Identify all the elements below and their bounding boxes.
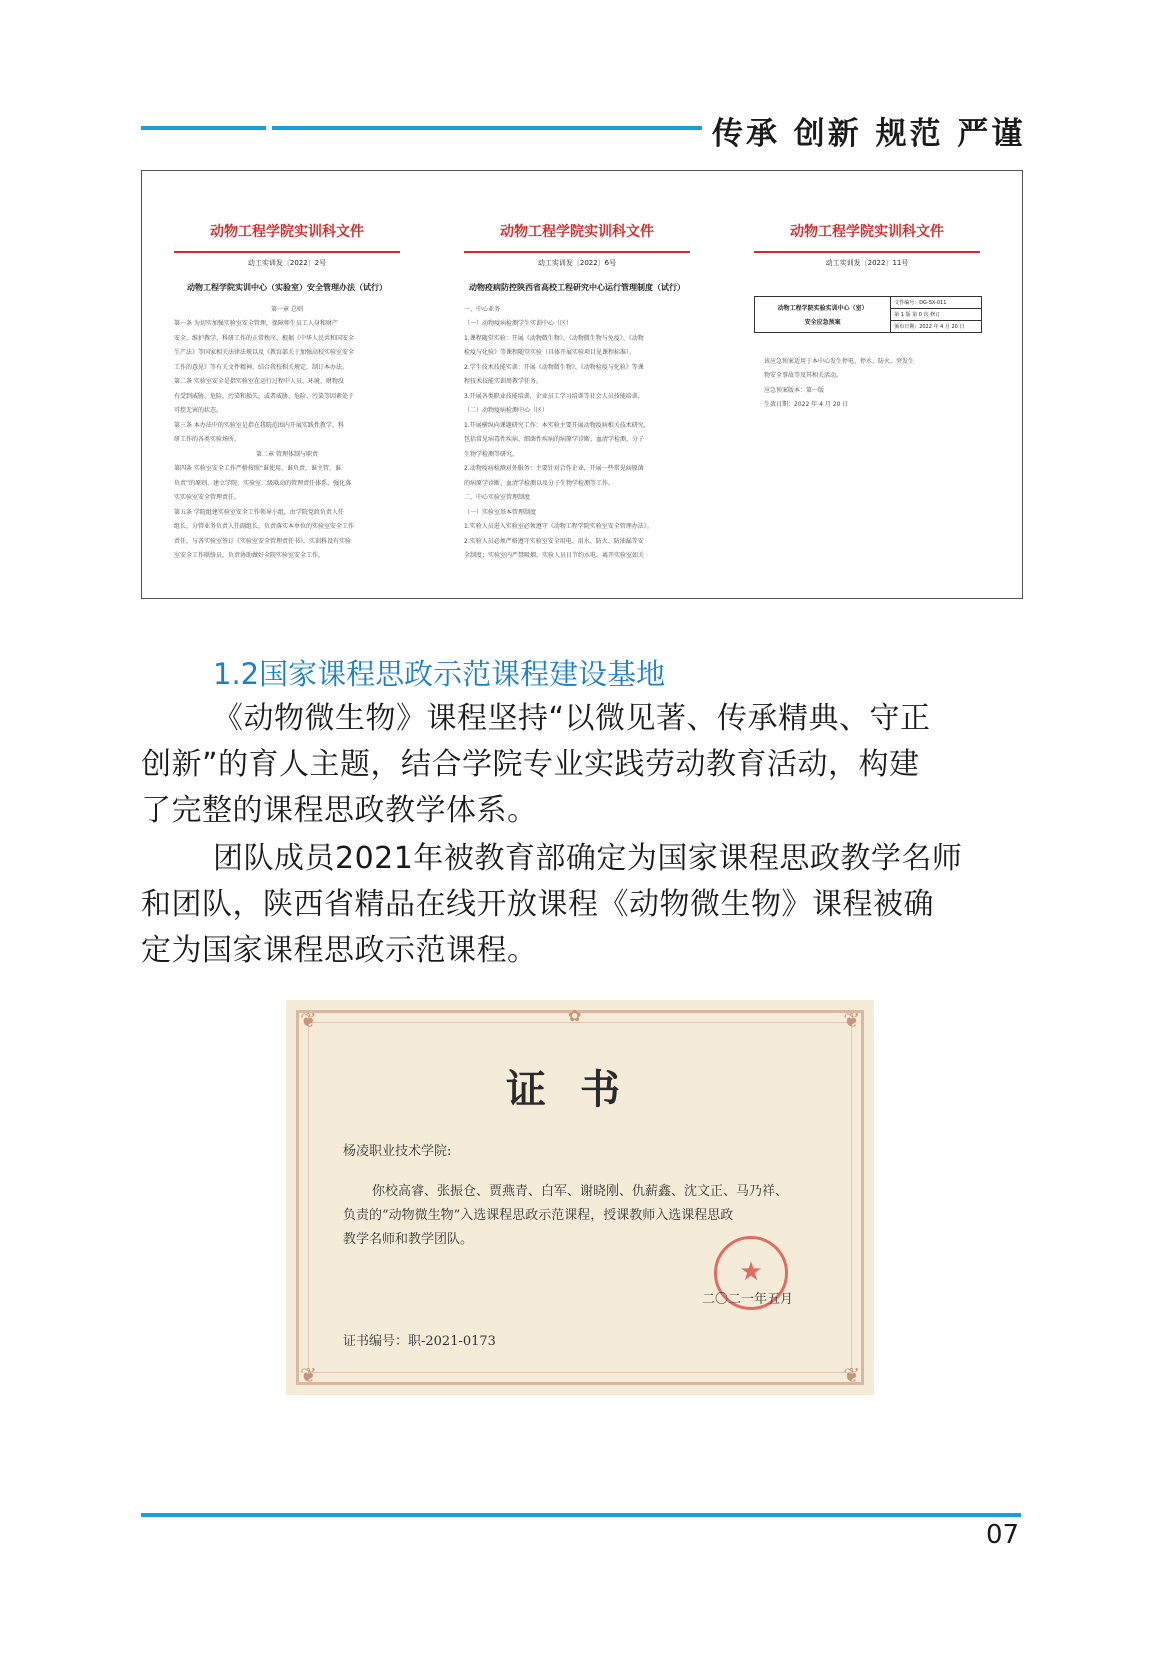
document-1-line: 第一条 为切实加强实验室安全管理，保障师生员工人身和财产	[174, 320, 338, 327]
document-3-table-cell: 第 1 版 第 0 次 修订	[891, 308, 982, 320]
document-1-line: 有受到威胁、危险、污染和损失，或者威胁、危险、污染等因素处于	[174, 392, 355, 400]
document-2-number: 动工实训发〔2022〕6号	[537, 258, 617, 267]
paragraph-1-line: 《动物微生物》课程坚持“以微见著、传承精典、守正	[213, 701, 931, 736]
document-2-line: 二、中心实验室管理制度	[464, 494, 531, 501]
certificate-number: 证书编号：职-2021-0173	[343, 1334, 496, 1349]
document-2-line: 3.开展各类职业技能培训，企业员工学习培训等社会人员技能培训。	[464, 392, 644, 400]
document-2-line: （一）实验室基本管理制度	[464, 508, 537, 516]
header-title: 传承 创新 规范 严谨	[712, 116, 1026, 152]
document-3-head: 动物工程学院实训科文件	[790, 224, 944, 240]
document-1-line: 第三条 本办法中的实验室是指在我院范围内开展实践性教学、科	[174, 421, 344, 429]
header-rule-right	[272, 126, 702, 130]
certificate-body-line: 你校高睿、张振仓、贾燕青、白军、谢晓刚、仇薪鑫、沈文正、马乃祥、	[372, 1184, 789, 1199]
document-1-head: 动物工程学院实训科文件	[210, 224, 364, 240]
document-3-number: 动工实训发〔2022〕11号	[825, 258, 909, 267]
document-1-line: 组长，分管业务负责人任副组长，负责落实本单位的实验室安全工作	[174, 523, 355, 530]
paragraph-1-line: 了完整的课程思政教学体系。	[141, 793, 538, 828]
document-2-head: 动物工程学院实训科文件	[500, 224, 654, 240]
document-3-info-table	[754, 296, 982, 333]
certificate-title: 证书	[506, 1066, 654, 1113]
page-number: 07	[986, 1520, 1020, 1550]
document-2-line: 生物学检测等研究。	[464, 450, 519, 458]
document-1-line: 第四条 实验室安全工作严格按照“谁使用、谁负责，谁主管、谁	[174, 465, 342, 472]
document-1-line: 第五条 学院组建实验室安全工作领导小组，由学院党政负责人任	[174, 508, 344, 516]
document-2-line: 检疫与化验》等课程随堂实验（具体开展实验项目见课程标准）。	[464, 349, 636, 356]
document-3-line: 生效日期：2022 年 4 月 20 日	[764, 401, 849, 408]
document-3-rule	[754, 251, 980, 253]
certificate-body-line: 负责的“动物微生物”入选课程思政示范课程，授课教师入选课程思政	[343, 1208, 734, 1223]
document-2-line: 的病原学诊断、血清学检测以及分子生物学检测等工作。	[464, 479, 615, 487]
document-2-line: 1.实验人员进入实验室必须遵守《动物工程学院实验室安全管理办法》。	[464, 523, 653, 530]
ornament-icon: ❦	[843, 1363, 860, 1387]
document-2-line: 包括常见病毒性疾病、细菌性疾病的病原学诊断、血清学检测、分子	[464, 436, 645, 443]
ornament-icon: ❦	[300, 1363, 317, 1387]
document-1-line: 实实验室安全管理责任。	[174, 494, 241, 501]
ornament-icon: ❦	[300, 1008, 317, 1032]
document-3-line: 物安全事故等及其相关活动。	[764, 372, 843, 379]
document-3-line: 应急预案版本：第一版	[764, 386, 825, 394]
ornament-icon: ❦	[843, 1008, 860, 1032]
section-heading: 1.2国家课程思政示范课程建设基地	[213, 657, 666, 691]
certificate-date: 二〇二一年五月	[702, 1292, 794, 1307]
document-1-line: 第二章 管理体制与职责	[256, 450, 318, 458]
document-1	[174, 221, 400, 564]
paragraph-1-line: 创新”的育人主题，结合学院专业实践劳动教育活动，构建	[141, 747, 920, 782]
paragraph-2-line: 定为国家课程思政示范课程。	[141, 933, 538, 968]
document-1-body	[174, 303, 400, 564]
document-1-line: 研工作的各类实验场所。	[174, 436, 241, 443]
footer-rule	[141, 1513, 1021, 1517]
paragraph-1	[141, 696, 1021, 834]
document-1-rule	[174, 251, 400, 253]
document-3-table-title-line: 安全应急预案	[804, 318, 841, 326]
document-2-line: 全制度；实验室内严禁吸烟，实验人员日节约水电，离开实验室如关	[464, 552, 645, 559]
document-2-line: 1.课程随堂实验：开展《动物微生物》、《动物微生物与免疫》、《动物	[464, 334, 644, 342]
certificate-addressee: 杨凌职业技术学院:	[343, 1144, 452, 1159]
document-3-line: 该应急预案适用于本中心发生停电、停水、防火、突发生	[764, 357, 915, 365]
document-2-rule	[464, 251, 690, 253]
paragraph-2-line: 和团队，陕西省精品在线开放课程《动物微生物》课程被确	[141, 887, 934, 922]
document-2-line: 一、中心业务	[464, 305, 501, 313]
document-1-line: 生产法》等国家相关法律法规以及《教育部关于加强高校实验室安全	[174, 349, 355, 356]
document-2-line: 2.实验人员必须严格遵守实验室安全用电、用水、防火、防油漏等安	[464, 537, 644, 545]
ornament-icon: ✿	[568, 1006, 582, 1025]
header-rule-left	[141, 126, 266, 130]
paragraph-2-line: 团队成员2021年被教育部确定为国家课程思政教学名师	[213, 841, 963, 876]
document-1-line: 负责”的原则，建立学院、实验室二级联动的管理责任体系，强化落	[174, 479, 352, 487]
document-3-table-title-line: 动物工程学院实验实训中心（室）	[777, 304, 868, 312]
document-2-line: （二）动物疫病检测中心（区）	[464, 407, 549, 414]
document-1-title: 动物工程学院实训中心（实验室）安全管理办法（试行）	[187, 282, 387, 292]
paragraph-2	[141, 836, 1021, 974]
document-3-table-title	[755, 296, 891, 332]
document-scans-panel	[141, 170, 1023, 599]
document-1-line: 第一章 总则	[271, 305, 303, 313]
certificate-image	[286, 1000, 874, 1395]
document-1-line: 安全，维护教学、科研工作的正常秩序，根据《中华人民共和国安全	[174, 334, 355, 342]
document-2	[464, 221, 690, 564]
document-2-body	[464, 303, 690, 564]
document-1-number: 动工实训发〔2022〕2号	[247, 258, 327, 267]
document-3-table-cell: 颁布日期：2022 年 4 月 20 日	[891, 320, 982, 332]
document-2-title: 动物疫病防控陕西省高校工程研究中心运行管理制度（试行）	[469, 282, 685, 292]
document-1-line: 第二条 实验室安全是指实验室在运行过程中人员、环境、财物没	[174, 378, 344, 385]
document-1-line: 可控无害的状态。	[174, 407, 223, 414]
document-2-line: 程技术技能实训周教学任务。	[464, 378, 543, 385]
document-3	[754, 221, 980, 413]
document-2-line: （一）动物疫病检测学生实训中心（区）	[464, 320, 573, 327]
seal-stamp-icon: ★	[714, 1236, 788, 1310]
document-1-line: 室安全工作联络员，负责协助做好全院实验室安全工作。	[174, 552, 325, 559]
document-2-line: 1.开展横纵向课题研究工作：本实验主要开展动物疫病相关技术研究，	[464, 421, 650, 429]
document-1-line: 责任，与各实验室签订《实验室安全管理责任书》，实训科设有实验	[174, 537, 352, 545]
document-1-line: 工作的意见》等有关文件精神，结合我校相关规定，制订本办法。	[174, 363, 349, 371]
document-3-body	[754, 355, 980, 413]
document-2-line: 2.动物疫病检测对外服务：主要针对合作企业，开展一些常见病原菌	[464, 465, 644, 472]
document-2-line: 2.学生技术技能实训：开展《动物微生物》、《动物检疫与化验》等课	[464, 363, 644, 371]
certificate-body-line: 教学名师和教学团队。	[343, 1232, 474, 1247]
document-3-table-cell: 文件编号：DG-SX-011	[891, 296, 982, 308]
